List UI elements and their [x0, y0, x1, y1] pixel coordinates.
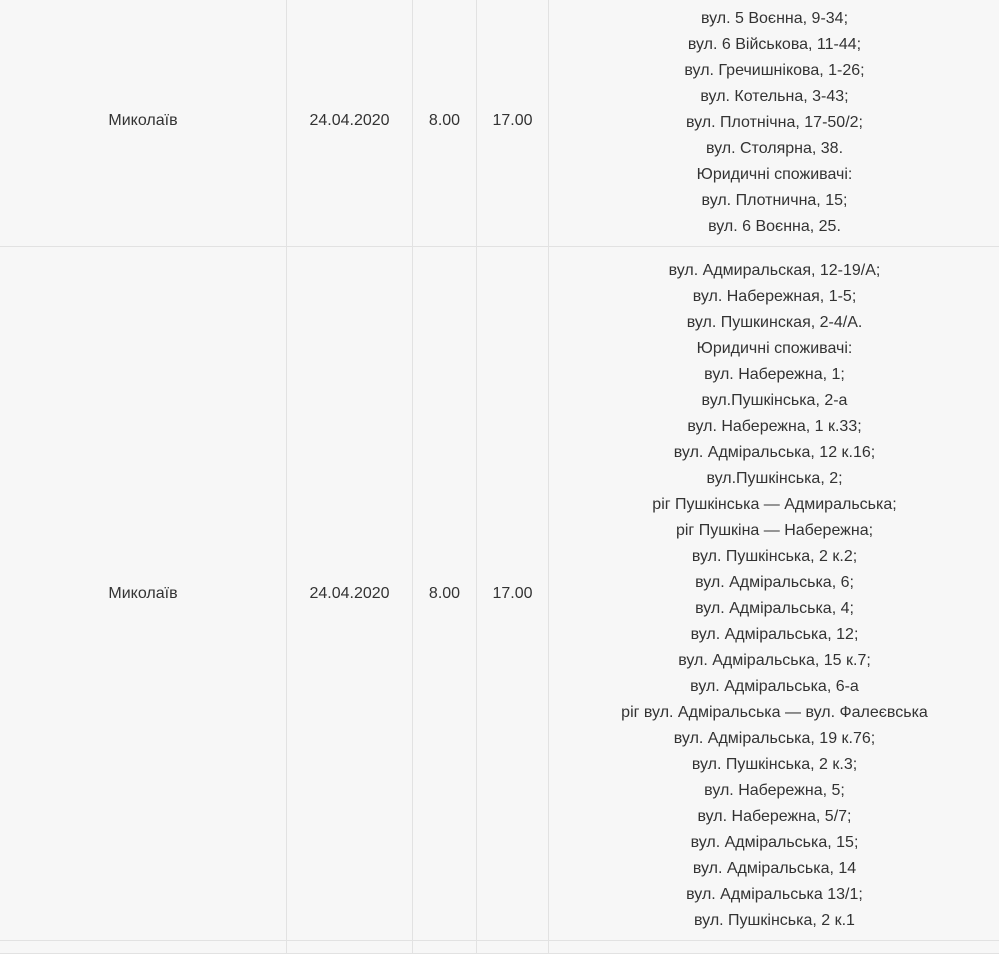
date-cell: 24.04.2020	[287, 0, 413, 247]
addresses-cell	[549, 247, 999, 941]
city-cell: Миколаїв	[0, 247, 287, 941]
address-line: вул. Набережна, 5;	[549, 778, 999, 804]
address-line: вул. Котельна, 3-43;	[549, 84, 999, 110]
date-cell: 24.04.2020	[287, 247, 413, 941]
address-line: вул. Набережна, 5/7;	[549, 804, 999, 830]
address-line: вул. Набережна, 1 к.33;	[549, 414, 999, 440]
address-line: вул. Адмиральская, 12-19/А;	[549, 258, 999, 284]
address-line: вул. Адміральська, 6;	[549, 570, 999, 596]
address-line: вул. Набережная, 1-5;	[549, 284, 999, 310]
address-line: вул.Пушкінська, 2;	[549, 466, 999, 492]
table-row	[0, 0, 999, 247]
address-line: Юридичні споживачі:	[549, 336, 999, 362]
address-line: вул. Адміральська, 19 к.76;	[549, 726, 999, 752]
end-time-cell: 17.00	[477, 247, 549, 941]
address-line: ріг вул. Адміральська — вул. Фалеєвська	[549, 700, 999, 726]
address-line: вул. Пушкинская, 2-4/А.	[549, 310, 999, 336]
address-line: вул. Адміральська, 14	[549, 856, 999, 882]
address-line: вул. Пушкінська, 2 к.2;	[549, 544, 999, 570]
address-line: ріг Пушкінська — Адмиральська;	[549, 492, 999, 518]
address-line: вул. Плотнична, 15;	[549, 188, 999, 214]
address-line: вул. Адміральська, 15;	[549, 830, 999, 856]
address-line: вул. Адміральська, 12;	[549, 622, 999, 648]
start-time-cell: 8.00	[413, 247, 477, 941]
address-line: ріг Пушкіна — Набережна;	[549, 518, 999, 544]
start-time-cell: 8.00	[413, 0, 477, 247]
address-line: вул. 5 Воєнна, 9-34;	[549, 6, 999, 32]
empty-cell	[477, 941, 549, 954]
empty-cell	[413, 941, 477, 954]
empty-cell	[287, 941, 413, 954]
address-line: вул. Гречишнікова, 1-26;	[549, 58, 999, 84]
address-line: вул. Адміральська 13/1;	[549, 882, 999, 908]
address-line: вул. 6 Воєнна, 25.	[549, 214, 999, 240]
address-line: вул. Пушкінська, 2 к.1	[549, 908, 999, 934]
table-row	[0, 941, 999, 954]
table-row	[0, 247, 999, 941]
address-line: вул. Пушкінська, 2 к.3;	[549, 752, 999, 778]
address-line: вул. Столярна, 38.	[549, 136, 999, 162]
empty-cell	[0, 941, 287, 954]
end-time-cell: 17.00	[477, 0, 549, 247]
address-line: вул. Адміральська, 12 к.16;	[549, 440, 999, 466]
empty-cell	[549, 941, 999, 954]
address-line: вул. Адміральська, 15 к.7;	[549, 648, 999, 674]
address-line: вул.Пушкінська, 2-а	[549, 388, 999, 414]
address-line: вул. Набережна, 1;	[549, 362, 999, 388]
address-line: вул. Адміральська, 6-а	[549, 674, 999, 700]
address-line: Юридичні споживачі:	[549, 162, 999, 188]
address-line: вул. 6 Військова, 11-44;	[549, 32, 999, 58]
addresses-cell	[549, 0, 999, 247]
address-line: вул. Адміральська, 4;	[549, 596, 999, 622]
address-line: вул. Плотнічна, 17-50/2;	[549, 110, 999, 136]
city-cell: Миколаїв	[0, 0, 287, 247]
